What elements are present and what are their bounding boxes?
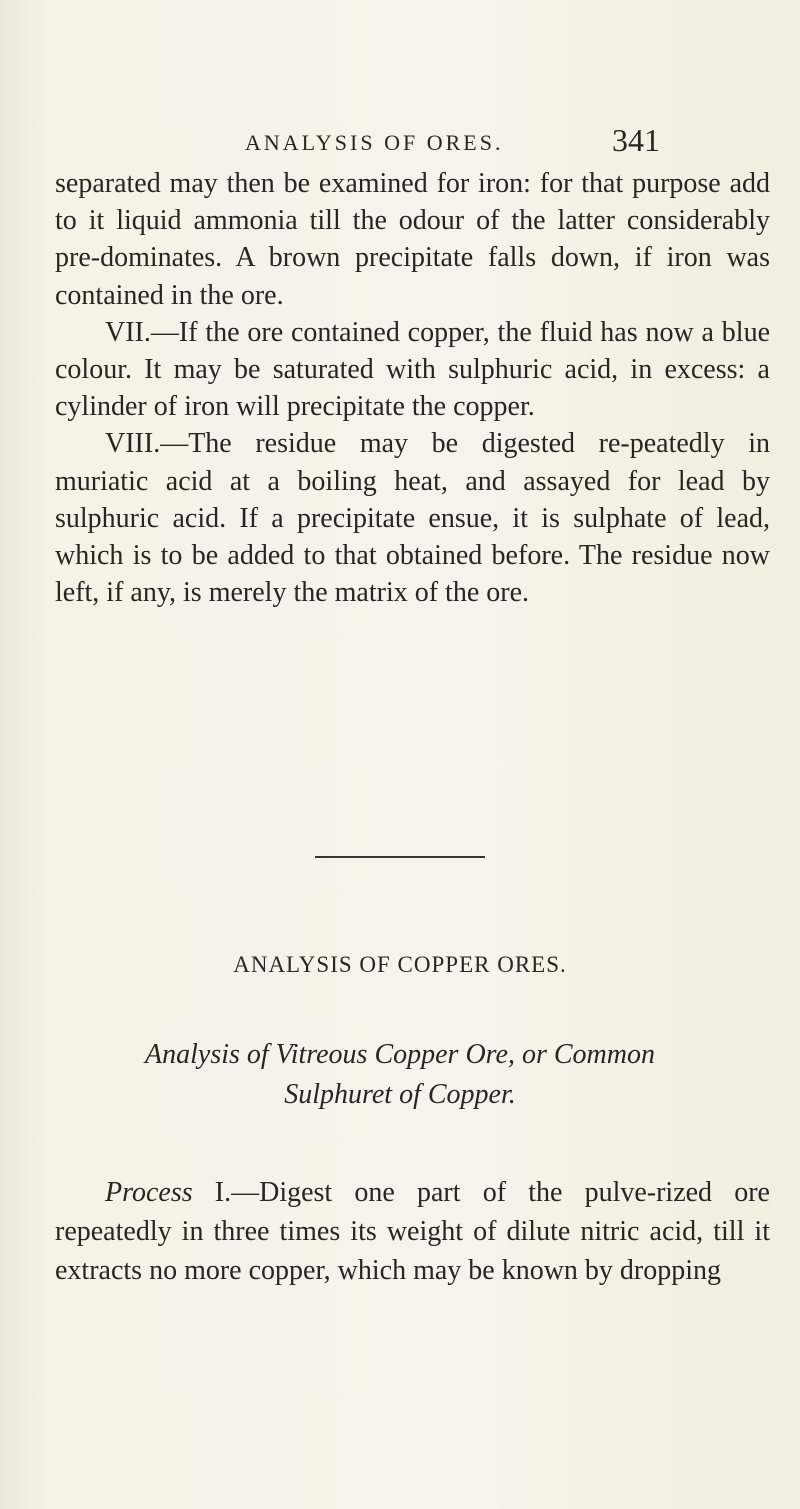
section-title: ANALYSIS OF COPPER ORES. <box>233 952 567 977</box>
paragraph-continuation: separated may then be examined for iron: for that purpose add to it liquid ammonia till the odour of the latter considerably pre-dominates. A brown precipitate falls down, if iron was contained in the ore. <box>55 168 770 311</box>
page-number: 341 <box>612 122 660 158</box>
paragraph-viii: VIII.—The residue may be digested re-peatedly in muriatic acid at a boiling heat, and assayed for lead by sulphuric acid. If a precipitate ensue, it is sulphate of lead, which is to be added to that obtained before. The residue now left, if any, is merely the matrix of the ore. <box>55 428 770 609</box>
subtitle-line-2: Sulphuret of Copper. <box>284 1079 516 1110</box>
section-divider <box>315 856 485 858</box>
process-paragraph <box>55 1173 770 1290</box>
paragraph-vii: VII.—If the ore contained copper, the fluid has now a blue colour. It may be saturated with sulphuric acid, in excess: a cylinder of iron will precipitate the copper. <box>55 316 770 423</box>
process-i <box>55 1173 770 1290</box>
process-lead: Process <box>105 1177 193 1208</box>
section-subtitle <box>0 1035 800 1115</box>
process-body: I.—Digest one part of the pulve-rized ore repeatedly in three times its weight of dilute nitric acid, till it extracts no more copper, which may be known by dropping <box>55 1177 770 1286</box>
subtitle-line-1: Analysis of Vitreous Copper Ore, or Common <box>145 1039 655 1070</box>
running-head: ANALYSIS OF ORES. <box>245 130 504 155</box>
body-text <box>55 165 770 611</box>
